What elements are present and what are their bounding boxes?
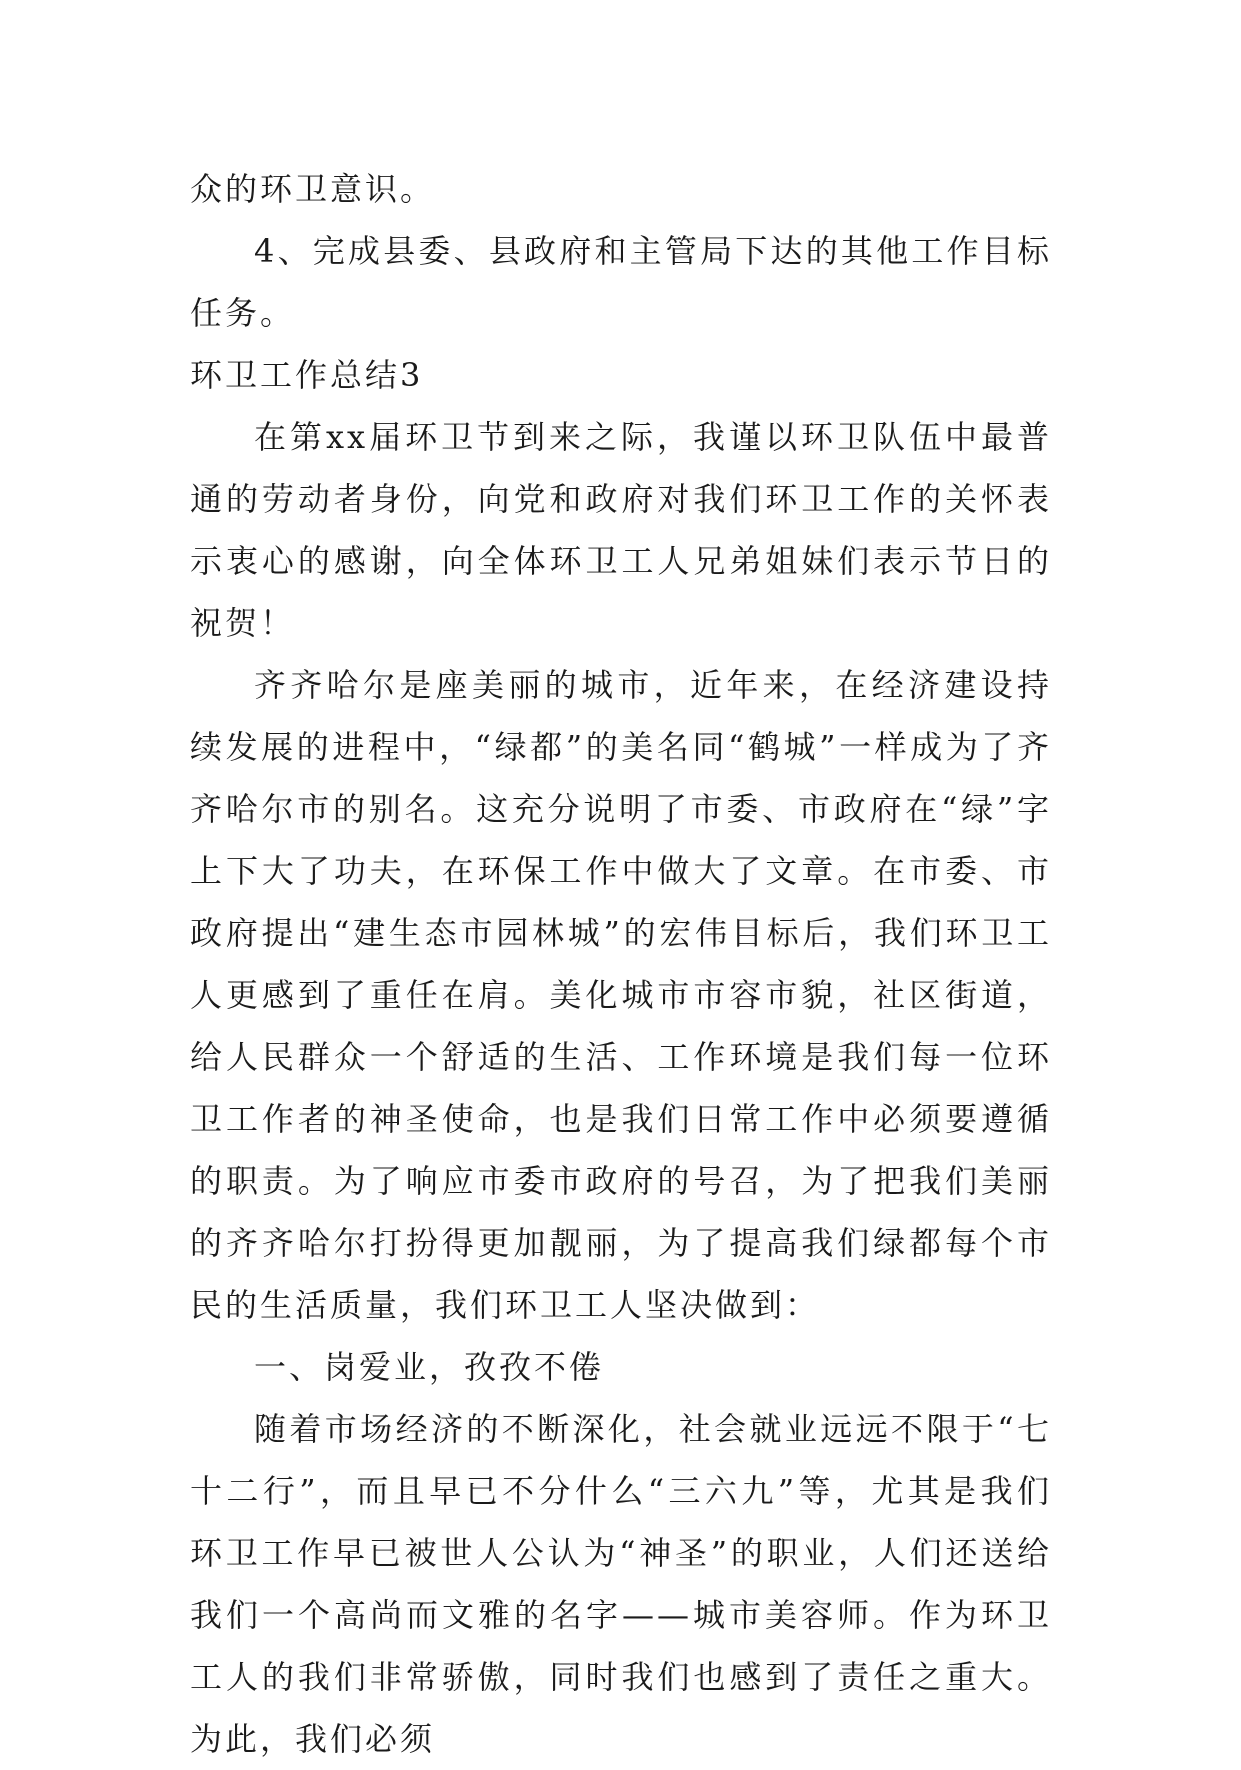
paragraph-market: 随着市场经济的不断深化，社会就业远远不限于“七十二行”，而且早已不分什么“三六九”等，尤其是我们环卫工作早已被世人公认为“神圣”的职业，人们还送给我们一个高尚而文雅的名字——城市美容师。作为环卫工人的我们非常骄傲，同时我们也感到了责任之重大。为此，我们必须 xyxy=(190,1410,1052,1758)
paragraph-item-4: 4、完成县委、县政府和主管局下达的其他工作目标任务。 xyxy=(190,232,1052,332)
subheading-one: 一、岗爱业，孜孜不倦 xyxy=(254,1348,605,1386)
paragraph-city: 齐齐哈尔是座美丽的城市，近年来，在经济建设持续发展的进程中，“绿都”的美名同“鹤城”一样成为了齐齐哈尔市的别名。这充分说明了市委、市政府在“绿”字上下大了功夫，在环保工作中做大了文章。在市委、市政府提出“建生态市园林城”的宏伟目标后，我们环卫工人更感到了重任在肩。美化城市市容市貌，社区街道，给人民群众一个舒适的生活、工作环境是我们每一位环卫工作者的神圣使命，也是我们日常工作中必须要遵循的职责。为了响应市委市政府的号召，为了把我们美丽的齐齐哈尔打扮得更加靓丽，为了提高我们绿都每个市民的生活质量，我们环卫工人坚决做到： xyxy=(190,666,1052,1324)
document-body xyxy=(190,158,1052,1770)
section-title: 环卫工作总结3 xyxy=(190,356,424,394)
paragraph-continuation: 众的环卫意识。 xyxy=(190,170,436,208)
paragraph-intro: 在第xx届环卫节到来之际，我谨以环卫队伍中最普通的劳动者身份，向党和政府对我们环卫工作的关怀表示衷心的感谢，向全体环卫工人兄弟姐妹们表示节日的祝贺！ xyxy=(190,418,1052,642)
